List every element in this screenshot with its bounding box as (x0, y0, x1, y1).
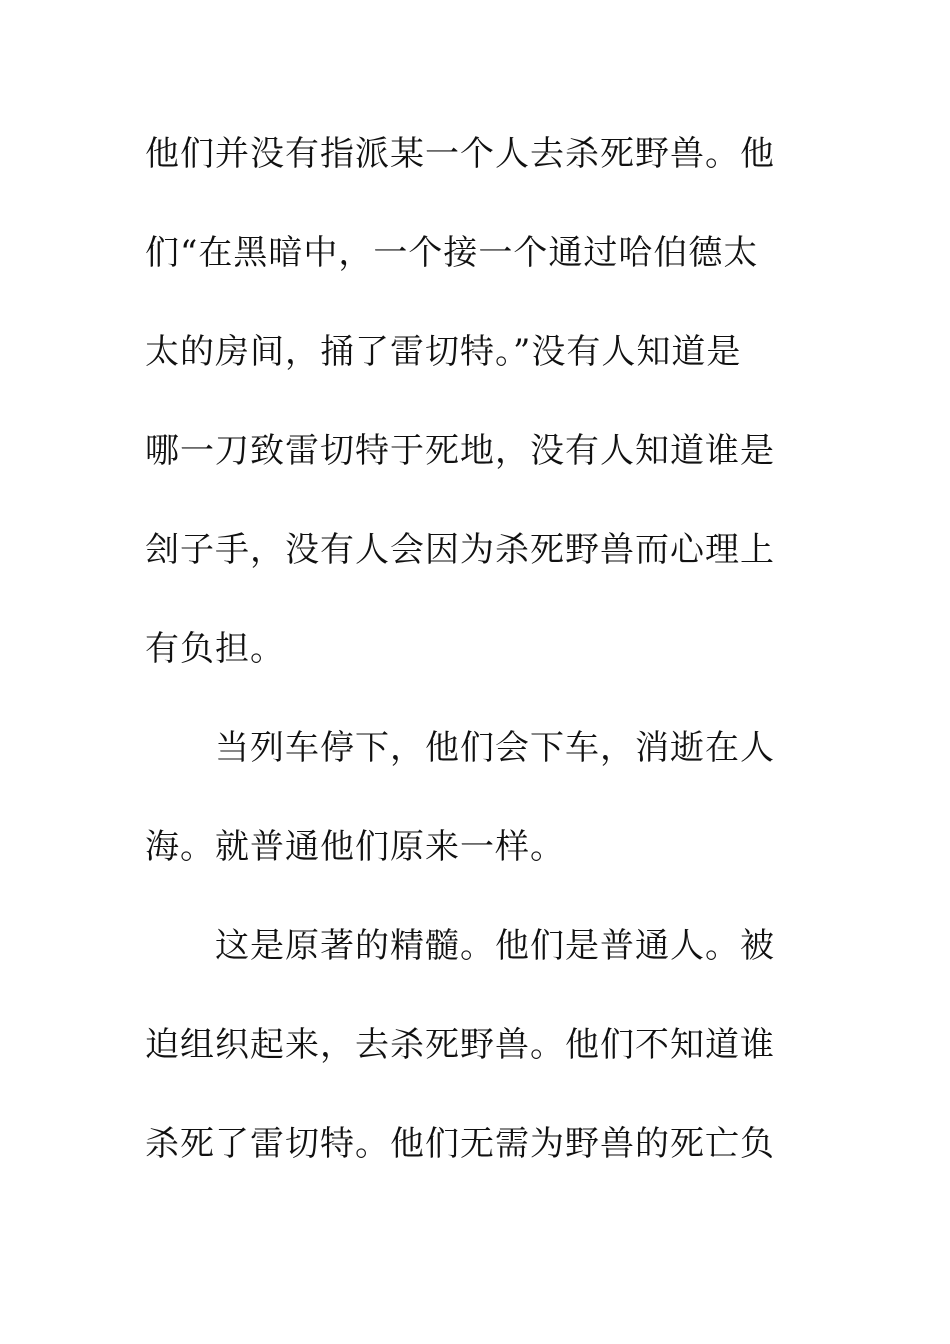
text-line: 杀死了雷切特。他们无需为野兽的死亡负 (145, 1124, 775, 1164)
paragraph-first-line: 这是原著的精髓。他们是普通人。被 (215, 926, 775, 966)
text-line: 刽子手，没有人会因为杀死野兽而心理上 (145, 530, 775, 570)
paragraph-first-line: 当列车停下，他们会下车，消逝在人 (215, 728, 775, 768)
text-line: 哪一刀致雷切特于死地，没有人知道谁是 (145, 431, 775, 471)
text-line: 海。就普通他们原来一样。 (145, 827, 565, 867)
text-line: 们“在黑暗中，一个接一个通过哈伯德太 (145, 233, 759, 273)
text-line: 他们并没有指派某一个人去杀死野兽。他 (145, 134, 775, 174)
text-line: 太的房间，捅了雷切特。”没有人知道是 (145, 332, 742, 372)
text-line: 迫组织起来，去杀死野兽。他们不知道谁 (145, 1025, 775, 1065)
text-line: 有负担。 (145, 629, 285, 669)
